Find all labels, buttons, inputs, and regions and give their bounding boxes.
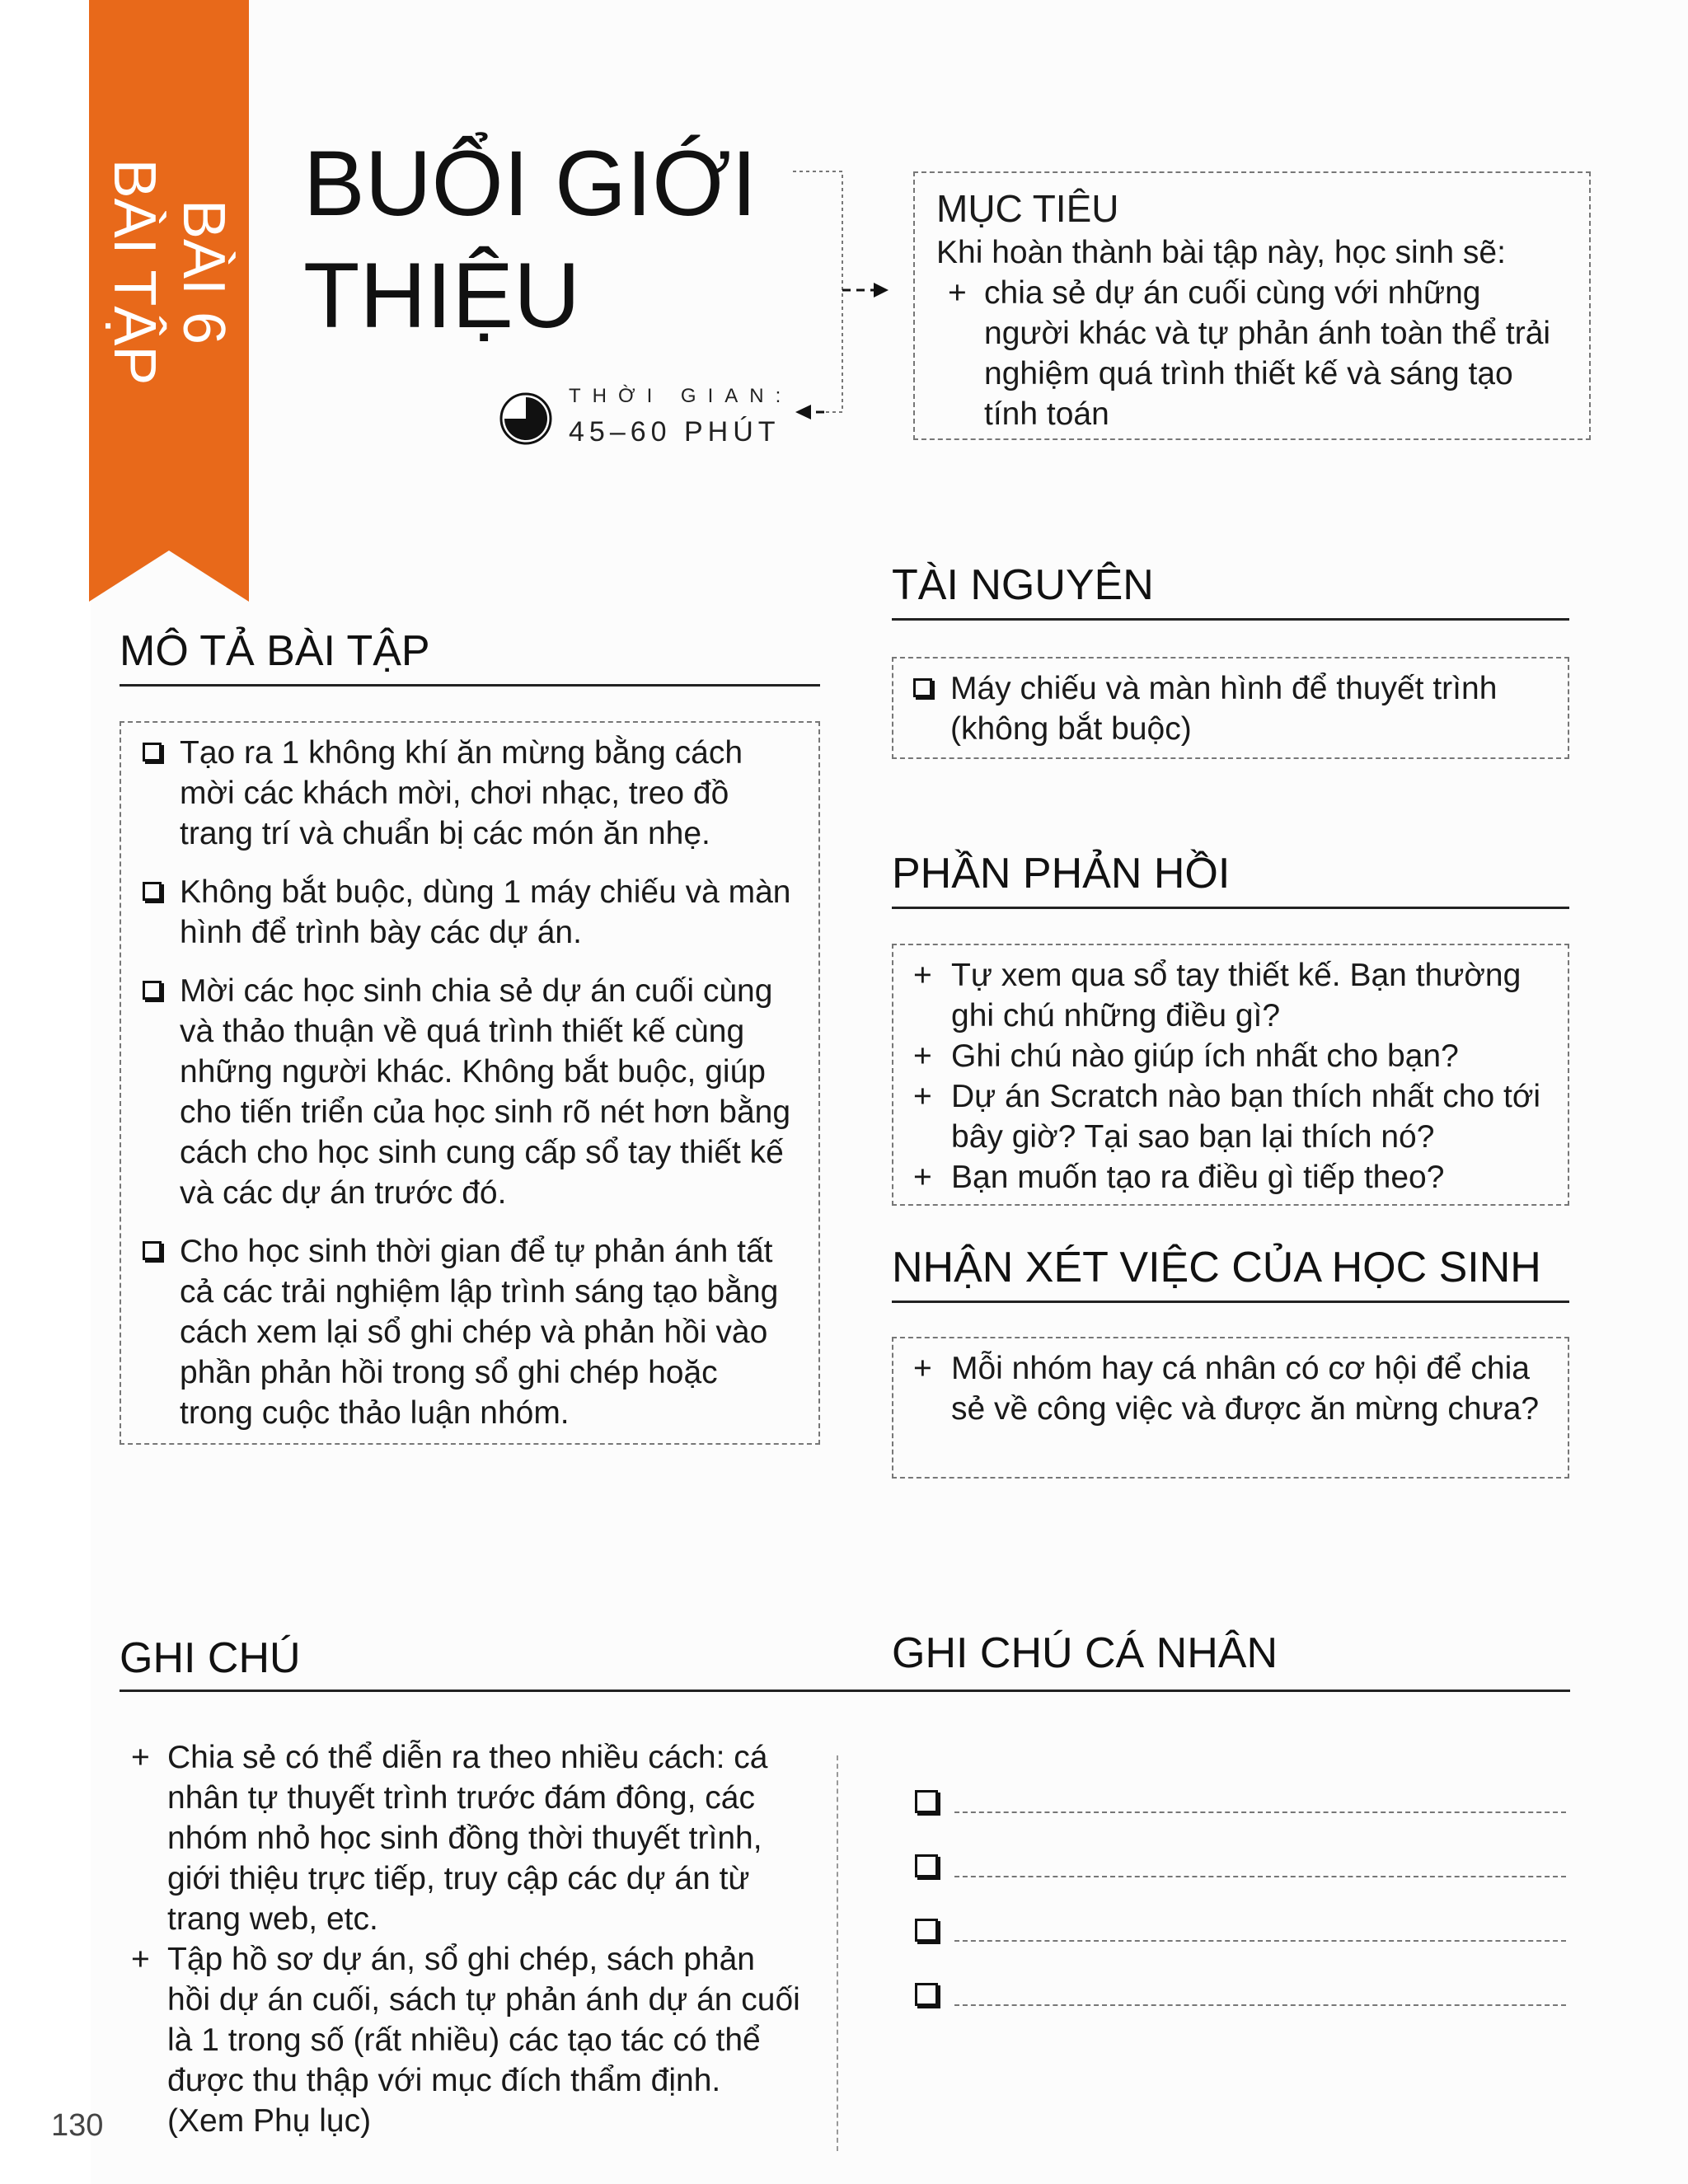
- review-rule: [892, 1301, 1569, 1303]
- checkbox-icon: [143, 981, 162, 1000]
- resource-item: Máy chiếu và màn hình để thuyết trình (không bắt buộc): [913, 668, 1548, 749]
- checkbox-icon: [143, 882, 162, 901]
- column-divider: [837, 1755, 838, 2151]
- checkbox-icon[interactable]: [915, 1983, 938, 2006]
- resources-box: [892, 657, 1569, 759]
- page-title: [303, 128, 757, 352]
- ribbon-line-2: BÀI TẬP: [101, 158, 167, 386]
- notes-list: [120, 1737, 804, 2141]
- checkbox-icon[interactable]: [915, 1919, 938, 1942]
- feedback-item: + Dự án Scratch nào bạn thích nhất cho tới bây giờ? Tại sao bạn lại thích nó?: [913, 1079, 1541, 1155]
- time-value: 45–60 PHÚT: [569, 416, 781, 448]
- title-line-2: THIỆU: [303, 244, 580, 347]
- checkbox-icon[interactable]: [915, 1790, 938, 1813]
- notes-heading: GHI CHÚ: [120, 1634, 301, 1682]
- personal-note-line-4[interactable]: [915, 1980, 1566, 2013]
- checkbox-icon: [143, 743, 162, 762]
- resources-rule: [892, 618, 1569, 621]
- review-item: + Mỗi nhóm hay cá nhân có cơ hội để chia sẻ về công việc và được ăn mừng chưa?: [913, 1351, 1540, 1427]
- feedback-heading: PHẦN PHẢN HỒI: [892, 850, 1231, 898]
- ribbon-line-1: BÀI 6: [171, 199, 237, 345]
- objective-intro: Khi hoàn thành bài tập này, học sinh sẽ:: [936, 235, 1506, 270]
- notes-item: + Tập hồ sơ dự án, sổ ghi chép, sách phản hồi dự án cuối, sách tự phản ánh dự án cuối là 1 trong số (rất nhiều) các tạo tác có thể được thu thập với mục đích thẩm định. (Xem Phụ lục): [131, 1942, 800, 2139]
- notes-rule: [120, 1690, 1570, 1692]
- notes-item: + Chia sẻ có thể diễn ra theo nhiều cách: cá nhân tự thuyết trình trước đám đông, các nhóm nhỏ học sinh đồng thời thuyết trình, giới thiệu trực tiếp, truy cập các dự án từ trang web, etc.: [131, 1740, 768, 1937]
- personal-notes-heading: GHI CHÚ CÁ NHÂN: [892, 1629, 1278, 1677]
- personal-note-line-2[interactable]: [915, 1851, 1566, 1884]
- description-item: Tạo ra 1 không khí ăn mừng bằng cách mời các khách mời, chơi nhạc, treo đồ trang trí và chuẩn bị các món ăn nhẹ.: [143, 733, 794, 854]
- description-item: Cho học sinh thời gian để tự phản ánh tất cả các trải nghiệm lập trình sáng tạo bằng cách xem lại sổ ghi chép và phản hồi vào phần phản hồi trong sổ ghi chép hoặc trong cuộc thảo luận nhóm.: [143, 1231, 794, 1433]
- page-number: 130: [51, 2108, 104, 2143]
- feedback-box: [892, 944, 1569, 1206]
- time-label: THỜI GIAN:: [569, 385, 793, 407]
- feedback-rule: [892, 907, 1569, 909]
- title-line-1: BUỔI GIỚI: [303, 132, 757, 235]
- ribbon-label: [100, 159, 238, 386]
- review-box: [892, 1337, 1569, 1479]
- description-item: Mời các học sinh chia sẻ dự án cuối cùng và thảo thuận về quá trình thiết kế cùng những người khác. Không bắt buộc, giúp cho tiến triển của học sinh rõ nét hơn bằng cách cho học sinh cung cấp sổ tay thiết kế và các dự án trước đó.: [143, 971, 794, 1213]
- checkbox-icon: [143, 1241, 162, 1260]
- objective-box: [913, 171, 1591, 440]
- personal-note-line-3[interactable]: [915, 1915, 1566, 1948]
- feedback-item: + Ghi chú nào giúp ích nhất cho bạn?: [913, 1038, 1459, 1074]
- description-box: [120, 721, 820, 1445]
- description-heading: MÔ TẢ BÀI TẬP: [120, 627, 430, 675]
- objective-heading: MỤC TIÊU: [936, 187, 1119, 230]
- review-heading: NHẬN XÉT VIỆC CỦA HỌC SINH: [892, 1244, 1541, 1291]
- description-item: Không bắt buộc, dùng 1 máy chiếu và màn hình để trình bày các dự án.: [143, 872, 794, 953]
- connector-arrows: [791, 165, 890, 429]
- feedback-item: + Tự xem qua sổ tay thiết kế. Bạn thường ghi chú những điều gì?: [913, 958, 1522, 1033]
- feedback-item: + Bạn muốn tạo ra điều gì tiếp theo?: [913, 1160, 1445, 1195]
- personal-note-line-1[interactable]: [915, 1787, 1566, 1820]
- checkbox-icon: [913, 678, 932, 697]
- checkbox-icon[interactable]: [915, 1854, 938, 1877]
- description-rule: [120, 684, 820, 687]
- resources-heading: TÀI NGUYÊN: [892, 561, 1154, 609]
- clock-icon: [499, 391, 553, 446]
- objective-item: + chia sẻ dự án cuối cùng với những người khác và tự phản ánh toàn thể trải nghiệm quá trình thiết kế và sáng tạo tính toán: [948, 275, 1551, 432]
